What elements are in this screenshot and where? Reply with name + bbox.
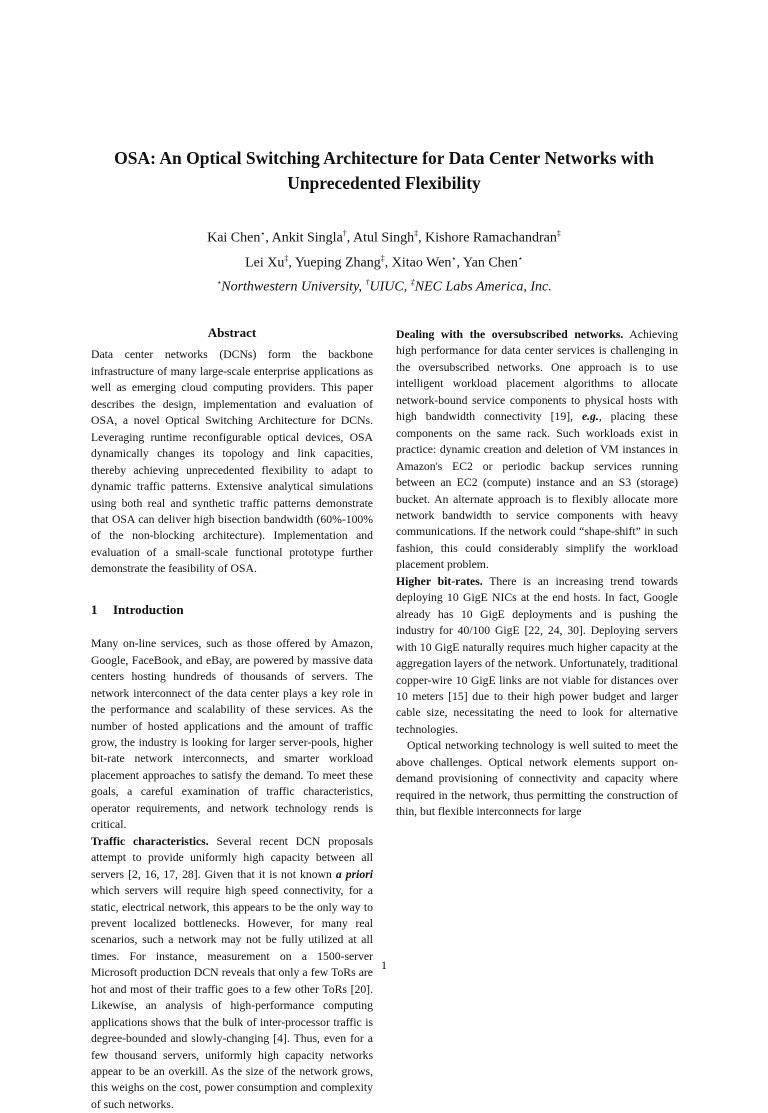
paragraph-text: There is an increasing trend towards deploying 10 GigE NICs at the end hosts. In fact, Google already has 10 GigE deployments and is pushing the industry for 40/100 GigE [22, 24, 30]. Deploying servers with 10 GigE naturally requires much higher capacity at the aggregation layers of the network. Unfortunately, traditional copper-wire 10 GigE links are not viable for distances over 10 meters [15] due to their high power budget and larger cable size, necessitating the need to look for alternative technologies. [396,574,678,736]
paragraph-text: which servers will require high speed connectivity, for a static, electrical network, this appears to be the only way to prevent localized bottlenecks. However, for many real scenarios, such a network may not be fully utilized at all times. For instance, measurement on a 1500-server Microsoft production DCN reveals that only a few ToRs are hot and most of their traffic goes to a few other ToRs [20]. Likewise, an analysis of high-performance computing applications shows that the bulk of inter-processor traffic is degree-bounded and slowly-changing [4]. Thus, even for a few thousand servers, uniformly high capacity networks appear to be an overkill. As the size of the network grows, this weighs on the cost, power consumption and complexity of such networks. [91,884,373,1111]
affiliation-mark: ‡ [410,278,415,288]
paragraph-lead: Higher bit-rates. [396,574,483,588]
author-mark: ⋆ [451,253,457,263]
affiliation-mark: ⋆ [216,278,222,288]
title-line-1: OSA: An Optical Switching Architecture for Data Center Networks with [114,148,654,168]
author-mark: ‡ [380,253,385,263]
right-column [396,327,678,821]
emphasis-text: e.g. [581,410,599,424]
traffic-paragraph [91,834,373,1113]
author-mark: † [342,229,347,238]
author-mark: ‡ [414,229,419,238]
author-name: Yueping Zhang [294,255,381,271]
affiliation-name: Northwestern University, [221,279,366,295]
abstract-text: Data center networks (DCNs) form the backbone infrastructure of many large-scale enterprise applications as well as emerging cloud computing providers. This paper describes the design, implementation and evaluation of OSA, a novel Optical Switching Architecture for DCNs. Leveraging runtime reconfigurable optical devices, OSA dynamically changes its topology and link capacities, thereby achieving unprecedented flexibility to adapt to dynamic traffic patterns. Extensive analytical simulations using both real and synthetic traffic patterns demonstrate that OSA can deliver high bisection bandwidth (60%-100% of the non-blocking architecture). Implementation and evaluation of a small-scale functional prototype further demonstrate the feasibility of OSA. [91,348,373,576]
section-heading-introduction [91,602,373,618]
author-name: Kai Chen [207,230,261,246]
affiliation-name: NEC Labs America, Inc. [414,279,552,295]
intro-paragraph: Many on-line services, such as those offered by Amazon, Google, FaceBook, and eBay, are powered by massive data centers hosting hundreds of thousands of servers. The network interconnect of the data center plays a key role in the performance and scalability of these services. As the number of hosted applications and the amount of traffic grow, the industry is looking for larger server-pools, higher bit-rate network interconnects, and smarter workload placement approaches to satisfy the demand. To meet these goals, a careful examination of traffic characteristics, operator requirements, and network technology rends is critical. [91,637,373,832]
affiliation-line [60,273,708,298]
paragraph-text: Achieving high performance for data center services is challenging in the oversubscribed networks. One approach is to use intelligent workload placement algorithms to allocate network-bound service components to physical hosts with high bandwidth connectivity [19], [396,328,678,424]
section-title: Introduction [113,601,184,617]
paragraph-text: , placing these components on the same rack. Such workloads exist in practice: dynamic creation and deletion of VM instances in Amazon's EC2 or periodic backup services running between an EC2 (compute) instance and an S3 (storage) bucket. An alternate approach is to flexibly allocate more network bandwidth to service components with heavy communications. If the network could “shape-shift” in such fashion, this could considerably simplify the workload placement problem. [396,410,678,572]
author-name: Lei Xu [245,255,285,271]
author-mark: ‡ [556,229,561,238]
bitrates-paragraph [396,574,678,739]
author-name: Xitao Wen [391,255,452,271]
paragraph-lead: Traffic characteristics. [91,834,209,848]
emphasis-text: a priori [335,867,374,881]
paragraph-text: Several recent DCN proposals attempt to provide uniformly high capacity between all servers [2, 16, 17, 28]. Given that it is not known [91,834,373,881]
oversubscribed-paragraph [396,327,678,574]
paper-title [60,146,708,196]
left-column [91,325,373,1113]
paragraph-lead: Dealing with the oversubscribed networks. [396,328,624,341]
author-line-1: Kai Chen⋆, Ankit Singla†, Atul Singh‡, Kishore Ramachandran‡ [207,229,561,246]
author-mark: ‡ [284,253,289,263]
author-mark: ⋆ [517,253,523,263]
author-mark: ⋆ [260,229,266,238]
title-line-2: Unprecedented Flexibility [287,173,481,193]
section-number: 1 [91,601,98,617]
optical-paragraph: Optical networking technology is well suited to meet the above challenges. Optical network elements support on-demand provisioning of connectivity and capacity where required in the network, thus permitting the construction of thin, but flexible interconnects for large [396,739,678,819]
author-name: Ankit Singla [271,230,343,246]
abstract-heading: Abstract [207,325,257,340]
author-line-2: Lei Xu‡, Yueping Zhang‡, Xitao Wen⋆, Yan Chen⋆ [245,253,523,271]
author-name: Kishore Ramachandran [425,230,557,246]
author-name: Atul Singh [353,230,415,246]
author-name: Yan Chen [462,255,518,271]
page-number: 1 [381,958,387,972]
author-block [60,224,708,298]
affiliation-name: UIUC, [369,279,411,295]
affiliation-mark: † [365,278,370,288]
